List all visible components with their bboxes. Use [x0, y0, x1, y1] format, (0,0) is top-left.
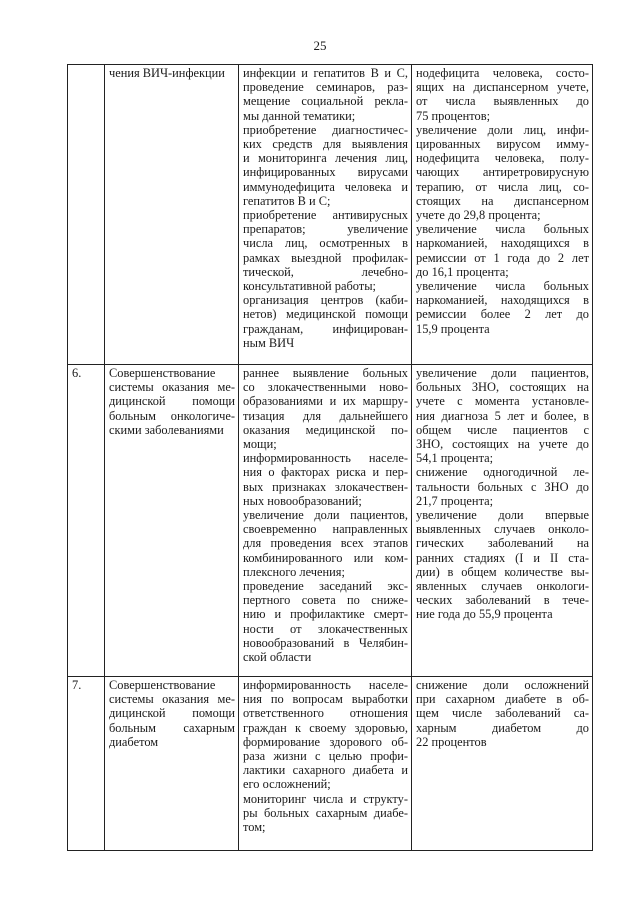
task-line: проведение семинаров, раз- [243, 80, 408, 95]
table-row [68, 365, 593, 677]
result-line: тальности больных с ЗНО до [416, 479, 589, 494]
tasks-cell [239, 677, 412, 851]
task-line: комбинированного или ком- [243, 550, 408, 565]
row-number-cell [68, 677, 105, 851]
results-cell [412, 365, 593, 677]
task-line: нию и профилактике смерт- [243, 607, 408, 622]
goal-line: Совершенствование [109, 678, 216, 692]
result-line: увеличение числа больных [416, 279, 589, 294]
task-line: своевременно направленных [243, 522, 408, 537]
result-line: до 16,1 процента; [416, 264, 509, 279]
result-line: явленных случаев онкологи- [416, 579, 589, 594]
task-line: ности от злокачественных [243, 621, 408, 636]
row-number-cell [68, 365, 105, 677]
result-line: стоящих на диспансерном [416, 193, 589, 208]
table-row [68, 65, 593, 365]
task-line: консультативной работы; [243, 279, 376, 294]
row-number: 7. [72, 678, 82, 692]
task-line: образованиями и их маршру- [243, 394, 408, 409]
task-line: препаратов; увеличение [243, 222, 408, 237]
result-line: ческих заболеваний в тече- [416, 593, 589, 608]
task-line: информированность населе- [243, 451, 408, 466]
row-number-cell [68, 65, 105, 365]
goal-line: Совершенствование [109, 366, 216, 380]
result-line: от числа выявленных до [416, 94, 589, 109]
task-line: ответственного отношения [243, 706, 408, 721]
result-line: ранних стадиях (I и II ста- [416, 550, 589, 565]
result-line: ЗНО, состоящих на учете до [416, 437, 589, 452]
page-number: 25 [313, 38, 327, 53]
result-line: щем числе заболеваний са- [416, 706, 589, 721]
result-line: 75 процентов; [416, 108, 491, 123]
result-line: увеличение доли пациентов, [416, 366, 589, 380]
goal-line: системы оказания ме- [109, 692, 235, 707]
task-line: инфекции и гепатитов В и С, [243, 66, 408, 80]
goal-line: чения ВИЧ-инфекции [109, 66, 225, 80]
goal-cell [105, 65, 239, 365]
goal-line: диабетом [109, 734, 159, 749]
result-line: ния диагноза 5 лет и более, в [416, 408, 589, 423]
task-line: граждан к своему здоровью, [243, 720, 408, 735]
results-cell [412, 677, 593, 851]
task-line: ких средств для выявления [243, 137, 408, 152]
result-line: чающих антиретровирусную [416, 165, 589, 180]
result-line: терапию, от числа лиц, со- [416, 179, 589, 194]
task-line: том; [243, 820, 266, 835]
result-line: снижение доли осложнений [416, 678, 589, 692]
result-line: ящих на диспансерном учете, [416, 80, 589, 95]
result-line: общем числе пациентов с [416, 422, 589, 437]
goal-line: дицинской помощи [109, 706, 235, 721]
goal-line: больным онкологиче- [109, 408, 235, 423]
result-line: 15,9 процента [416, 321, 490, 336]
goal-cell [105, 677, 239, 851]
task-line: приобретение антивирусных [243, 208, 408, 223]
result-line: цированных вирусом имму- [416, 137, 589, 152]
task-line: раза жизни с целью профи- [243, 749, 408, 764]
result-line: снижение одногодичной ле- [416, 465, 589, 480]
task-line: ры больных сахарным диабе- [243, 805, 408, 820]
task-line: раннее выявление больных [243, 366, 408, 380]
task-line: лактики сахарного диабета и [243, 763, 408, 778]
task-line: формирование здорового об- [243, 734, 408, 749]
task-line: ных новообразований; [243, 493, 362, 508]
task-line: рамках выездной профилак- [243, 250, 408, 265]
program-table [67, 64, 593, 851]
task-line: и мониторинга лечения лиц, [243, 151, 408, 166]
result-line: дии) в общем количестве вы- [416, 564, 589, 579]
task-line: новообразований в Челябин- [243, 635, 408, 650]
goal-line: дицинской помощи [109, 394, 235, 409]
result-line: гических заболеваний на [416, 536, 589, 551]
task-line: числа лиц, осмотренных в [243, 236, 408, 251]
task-line: проведение заседаний экс- [243, 579, 408, 594]
result-line: ремиссии от 1 года до 2 лет [416, 250, 589, 265]
task-line: увеличение доли пациентов, [243, 508, 408, 523]
task-line: вых признаках злокачествен- [243, 479, 408, 494]
task-line: пертного совета по сниже- [243, 593, 408, 608]
task-line: организация центров (каби- [243, 293, 408, 308]
goal-line: системы оказания ме- [109, 380, 235, 395]
result-line: учете с момента установле- [416, 394, 589, 409]
result-line: 22 процентов [416, 734, 487, 749]
goal-cell [105, 365, 239, 677]
task-line: ния о факторах риска и пер- [243, 465, 408, 480]
task-line: гражданам, инфицирован- [243, 321, 408, 336]
goal-line: больным сахарным [109, 720, 235, 735]
task-line: тической, лечебно- [243, 264, 408, 279]
task-line: для проведения всех этапов [243, 536, 408, 551]
result-line: харным диабетом до [416, 720, 589, 735]
task-line: со злокачественными ново- [243, 380, 408, 395]
task-line: иммунодефицита человека и [243, 179, 408, 194]
task-line: приобретение диагностичес- [243, 122, 408, 137]
result-line: увеличение числа больных [416, 222, 589, 237]
task-line: гепатитов В и С; [243, 193, 331, 208]
result-line: выявленных случаев онколо- [416, 522, 589, 537]
result-line: 21,7 процента; [416, 493, 494, 508]
task-line: мощи; [243, 437, 277, 452]
task-line: мониторинг числа и структу- [243, 791, 408, 806]
task-line: информированность населе- [243, 678, 408, 692]
results-cell [412, 65, 593, 365]
tasks-cell [239, 365, 412, 677]
task-line: мещение социальной рекла- [243, 94, 408, 109]
result-line: нодефицита человека, полу- [416, 151, 589, 166]
result-line: ние года до 55,9 процента [416, 607, 553, 622]
result-line: увеличение доли лиц, инфи- [416, 122, 589, 137]
table-row [68, 677, 593, 851]
result-line: при сахарном диабете в об- [416, 692, 589, 707]
task-line: нетов) медицинской помощи [243, 307, 408, 322]
task-line: оказания медицинской по- [243, 422, 408, 437]
task-line: ным ВИЧ [243, 335, 295, 350]
task-line: ской области [243, 650, 312, 665]
goal-line: скими заболеваниями [109, 422, 224, 437]
task-line: тизация для дальнейшего [243, 408, 408, 423]
task-line: инфицированных вирусами [243, 165, 408, 180]
task-line: плексного лечения; [243, 564, 345, 579]
result-line: учете до 29,8 процента; [416, 208, 541, 223]
tasks-cell [239, 65, 412, 365]
result-line: 54,1 процента; [416, 451, 494, 466]
task-line: ния по вопросам выработки [243, 692, 408, 707]
task-line: мы данной тематики; [243, 108, 356, 123]
row-number: 6. [72, 366, 82, 380]
result-line: наркоманией, находящихся в [416, 236, 589, 251]
result-line: увеличение доли впервые [416, 508, 589, 523]
result-line: нодефицита человека, состо- [416, 66, 589, 80]
result-line: больных ЗНО, состоящих на [416, 380, 589, 395]
task-line: его осложнений; [243, 777, 331, 792]
result-line: ремиссии более 2 лет до [416, 307, 589, 322]
result-line: наркоманией, находящихся в [416, 293, 589, 308]
